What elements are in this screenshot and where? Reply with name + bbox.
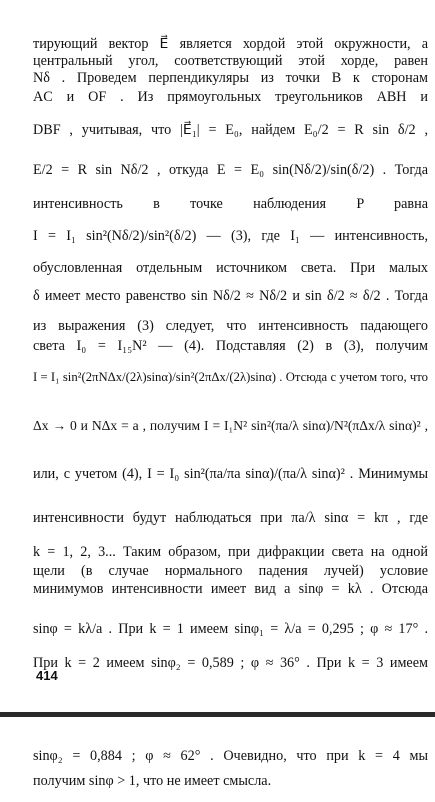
text-line-20: sinφ = kλ/a . При k = 1 имеем sinφ₁ = λ/a = 0,295 ; φ ≈ 17° . [33,621,428,637]
text-line-9: обусловленная отдельным источником света. При малых [33,260,428,276]
text-line-3: Nδ . Проведем перпендикуляры из точки B к сторонам [33,70,428,86]
text-line-18: щели (в случае нормального падения лучей) условие [33,563,428,579]
text-line-12: света I₀ = I₁₅N² — (4). Подставляя (2) в (3), получим [33,338,428,354]
text-line-15: или, с учетом (4), I = I₀ sin²(πa/πa sinα)/(πa/λ sinα)² . Минимумы [33,466,428,482]
next-page-line-2: получим sinφ > 1, что не имеет смысла. [33,773,272,789]
text-line-5: DBF , учитывая, что |E⃗₁| = E₀, найдем E₀/2 = R sin δ/2 , [33,122,428,138]
text-line-10: δ имеет место равенство sin Nδ/2 ≈ Nδ/2 и sin δ/2 ≈ δ/2 . Тогда [33,288,428,304]
next-page-fragment [0,717,435,802]
text-line-11: из выражения (3) следует, что интенсивность падающего [33,318,428,334]
text-line-14: Δx → 0 и NΔx = a , получим I = I₁N² sin²(πa/λ sinα)/N²(πΔx/λ sinα)² , [33,418,428,433]
text-line-19: минимумов интенсивности имеет вид a sinφ = kλ . Отсюда [33,581,428,597]
text-line-4: AC и OF . Из прямоугольных треугольников ABH и [33,89,428,105]
page-number: 414 [36,668,58,683]
text-line-2: центральный угол, соответствующий этой хорде, равен [33,53,428,69]
text-line-6: E/2 = R sin Nδ/2 , откуда E = E₀ sin(Nδ/2)/sin(δ/2) . Тогда [33,162,428,178]
text-line-8: I = I₁ sin²(Nδ/2)/sin²(δ/2) — (3), где I₁ — интенсивность, [33,228,428,244]
text-line-17: k = 1, 2, 3... Таким образом, при дифракции света на одной [33,544,428,560]
next-page-line-1: sinφ₂ = 0,884 ; φ ≈ 62° . Очевидно, что при k = 4 мы [33,748,428,764]
text-line-16: интенсивности будут наблюдаться при πa/λ sinα = kπ , где [33,510,428,526]
text-line-1: тирующий вектор E⃗ является хордой этой окружности, а [33,36,428,52]
text-line-21: При k = 2 имеем sinφ₂ = 0,589 ; φ ≈ 36° . При k = 3 имеем [33,655,428,671]
text-line-13: I = I₁ sin²(2πNΔx/(2λ)sinα)/sin²(2πΔx/(2λ)sinα) . Отсюда с учетом того, что [33,370,428,384]
text-line-7: интенсивность в точке наблюдения P равна [33,196,428,212]
